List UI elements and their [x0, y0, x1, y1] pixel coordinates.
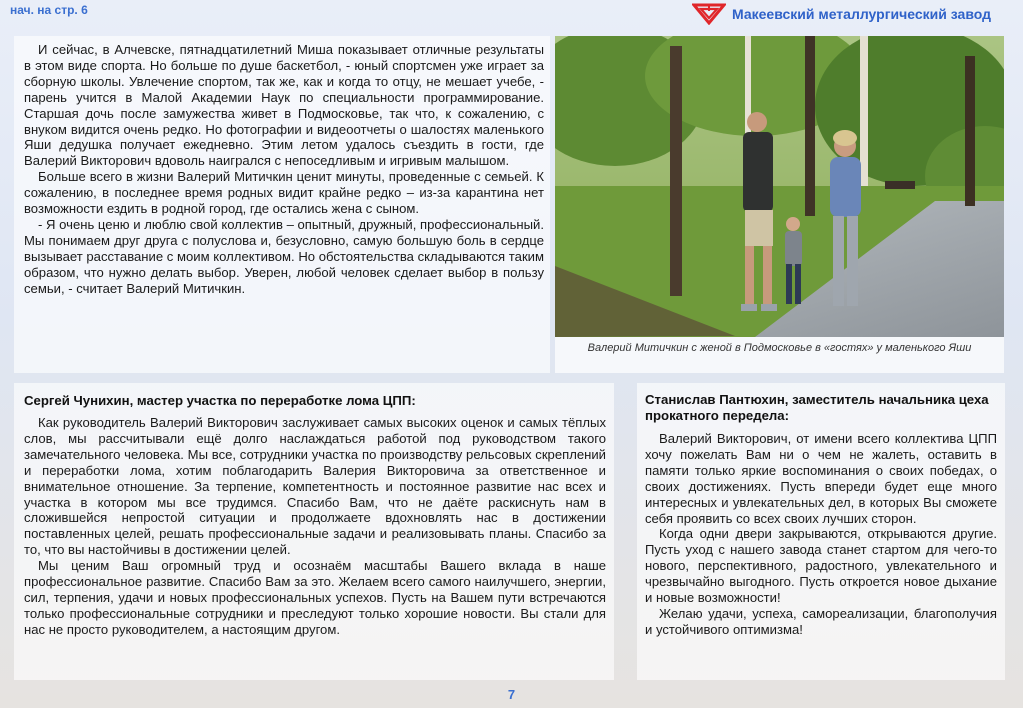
tribute-body — [24, 415, 606, 638]
tribute-paragraph: Валерий Викторович, от имени всего коллектива ЦПП хочу пожелать Вам ни о чем не жалеть, оставить в памяти только яркие воспоминания о своих победах, о своих достижениях. Пусть впереди будет еще много интересных и увлекательных дел, в которых Вы сможете себя проявить со всех своих лучших сторон. — [645, 431, 997, 526]
company-emblem-icon — [692, 3, 726, 25]
company-logo — [692, 3, 991, 25]
article-body — [24, 42, 544, 297]
tribute-paragraph: Желаю удачи, успеха, самореализации, благополучия и устойчивого оптимизма! — [645, 605, 997, 637]
tribute-paragraph: Как руководитель Валерий Викторович заслуживает самых высоких оценок и самых тёплых слов, мы рассчитывали ещё долго наслаждаться работой под руководством такого замечательного человека. Мы все, сотрудники участка по производству рельсовых скреплений и переработки лома, хотим поблагодарить Валерия Викторовича за ответственное и внимательное отношение. За терпение, компетентность и постоянное развитие нас всех и участка в котором мы все трудимся. Спасибо Вам, что не даёте раскиснуть нам в сложившейся непростой ситуации и продолжаете вдохновлять нас в достижении поставленных целей, решать профессиональные задачи и реализовывать планы. Спасибо за то, что вы настойчивы в достижении целей. — [24, 415, 606, 558]
continued-from-label: нач. на стр. 6 — [10, 3, 88, 17]
tribute-paragraph: Мы ценим Ваш огромный труд и осознаём масштабы Вашего вклада в наше профессиональное развитие. Спасибо Вам за это. Желаем всего самого наилучшего, энергии, сил, терпения, удачи и новых профессиональных успехов. Пусть на Вашем пути встречаются только профессиональные сотрудники и преследуют только хорошие новости. Вы стали для нас не просто руководителем, а настоящим другом. — [24, 558, 606, 637]
page-header — [0, 0, 1023, 26]
article-paragraph: - Я очень ценю и люблю свой коллектив – опытный, дружный, профессиональный. Мы понимаем друг друга с полуслова и, безусловно, самую большую боль в сердце вызывает расставание с моим коллективом. Но обстоятельства складываются таким образом, что нужно делать выбор. Уверен, любой человек сделает выбор в пользу семьи, - считает Валерий Митичкин. — [24, 216, 544, 296]
tribute-heading: Станислав Пантюхин, заместитель начальника цеха прокатного передела: — [645, 392, 989, 423]
tribute-panel-pantyukhin — [637, 383, 1005, 680]
article-paragraph: И сейчас, в Алчевске, пятнадцатилетний Миша показывает отличные результаты в этом виде спорта. Но больше по душе баскетбол, - юный спортсмен уже играет за сборную школы. Увлечение спортом, так же, как и когда то отцу, не мешает учебе, - парень учится в Малой Академии Наук по специальности программирование. Старшая дочь после замужества живет в Подмосковье, так что, к сожалению, с внуком видится очень редко. Но фотографии и видеоотчеты о шалостях маленького Яши дедушка получает ежедневно. Этим летом удалось съездить в гости, где Валерий Викторович вдоволь наигрался с непоседливым и игривым малышом. — [24, 42, 544, 169]
photo-caption-box — [555, 337, 1004, 373]
tribute-panel-chunikhin — [14, 383, 614, 680]
tribute-body — [645, 431, 997, 638]
tribute-paragraph: Когда одни двери закрываются, открываются другие. Пусть уход с нашего завода станет стартом для чего-то нового, перспективного, радостного, увлекательного и чрезвычайно выгодного. Пусть откроется новое дыхание и новые возможности! — [645, 526, 997, 606]
family-photo — [555, 36, 1004, 337]
park-scene-illustration — [555, 36, 1004, 337]
photo-caption: Валерий Митичкин с женой в Подмосковье в «гостях» у маленького Яши — [587, 342, 972, 354]
article-text-panel — [14, 36, 550, 373]
page-number: 7 — [507, 687, 516, 702]
company-name: Макеевский металлургический завод — [732, 6, 992, 22]
tribute-heading: Сергей Чунихин, мастер участка по переработке лома ЦПП: — [24, 393, 416, 408]
article-paragraph: Больше всего в жизни Валерий Митичкин ценит минуты, проведенные с семьей. К сожалению, в последнее время родных видит крайне редко – из-за карантина нет возможности ездить в родной город, где остались жена с сыном. — [24, 169, 544, 217]
